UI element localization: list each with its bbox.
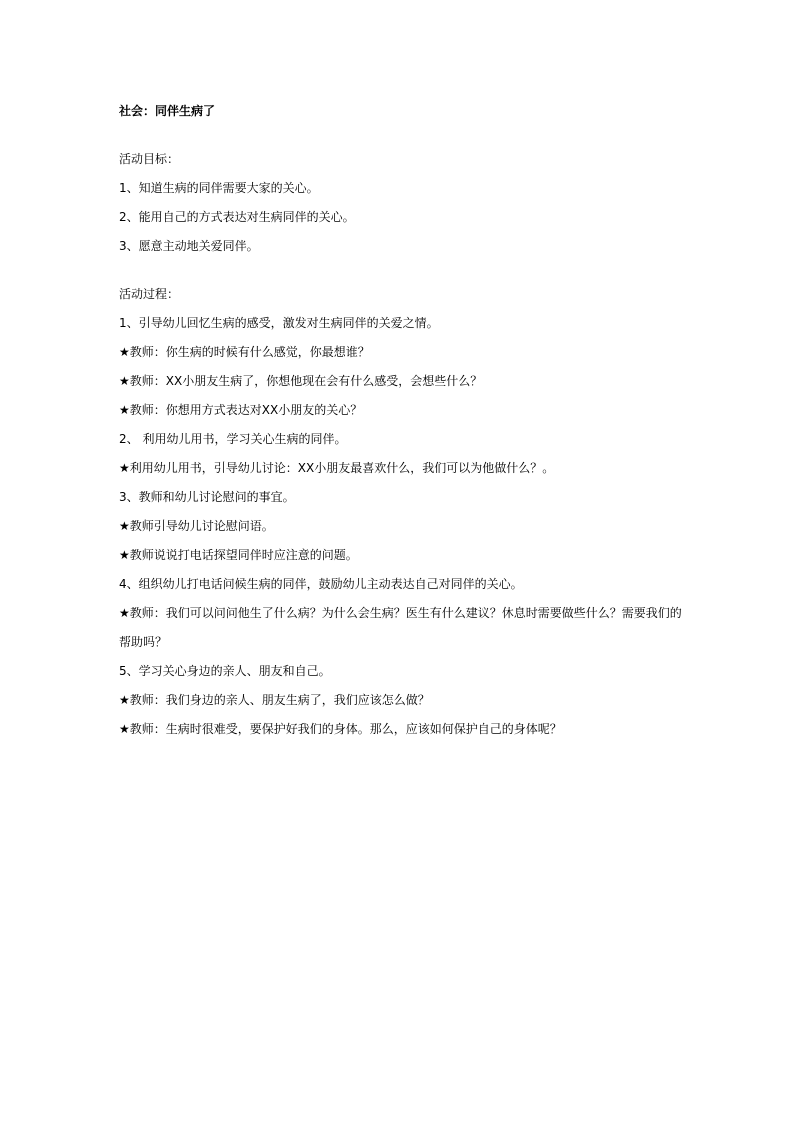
process-item-12: 5、学习关心身边的亲人、朋友和自己。 [119,664,331,678]
process-item-4: ★教师：你想用方式表达对XX小朋友的关心？ [119,403,363,417]
process-item-11: ★教师：我们可以问问他生了什么病？为什么会生病？医生有什么建议？休息时需要做些什么？需要我们的帮助吗？ [119,606,682,649]
process-heading: 活动过程： [119,287,180,301]
process-item-14: ★教师：生病时很难受，要保护好我们的身体。那么，应该如何保护自己的身体呢？ [119,722,562,736]
process-item-13: ★教师：我们身边的亲人、朋友生病了，我们应该怎么做？ [119,693,430,707]
process-item-5: 2、 利用幼儿用书，学习关心生病的同伴。 [119,432,347,446]
process-item-7: 3、教师和幼儿讨论慰问的事宜。 [119,490,295,504]
process-item-10: 4、组织幼儿打电话问候生病的同伴，鼓励幼儿主动表达自己对同伴的关心。 [119,577,523,591]
goals-heading: 活动目标： [119,152,180,166]
process-item-3: ★教师：XX小朋友生病了，你想他现在会有什么感受，会想些什么？ [119,374,483,388]
process-item-9: ★教师说说打电话探望同伴时应注意的问题。 [119,548,358,562]
goal-item-1: 1、知道生病的同伴需要大家的关心。 [119,181,319,195]
process-item-1: 1、引导幼儿回忆生病的感受，激发对生病同伴的关爱之情。 [119,316,439,330]
goal-item-2: 2、能用自己的方式表达对生病同伴的关心。 [119,210,355,224]
process-item-2: ★教师：你生病的时候有什么感觉，你最想谁？ [119,345,370,359]
process-item-8: ★教师引导幼儿讨论慰问语。 [119,519,274,533]
process-item-6: ★利用幼儿用书，引导幼儿讨论：XX小朋友最喜欢什么，我们可以为他做什么？。 [119,461,555,475]
goal-item-3: 3、愿意主动地关爱同伴。 [119,239,259,253]
document-title: 社会：同伴生病了 [119,104,216,118]
